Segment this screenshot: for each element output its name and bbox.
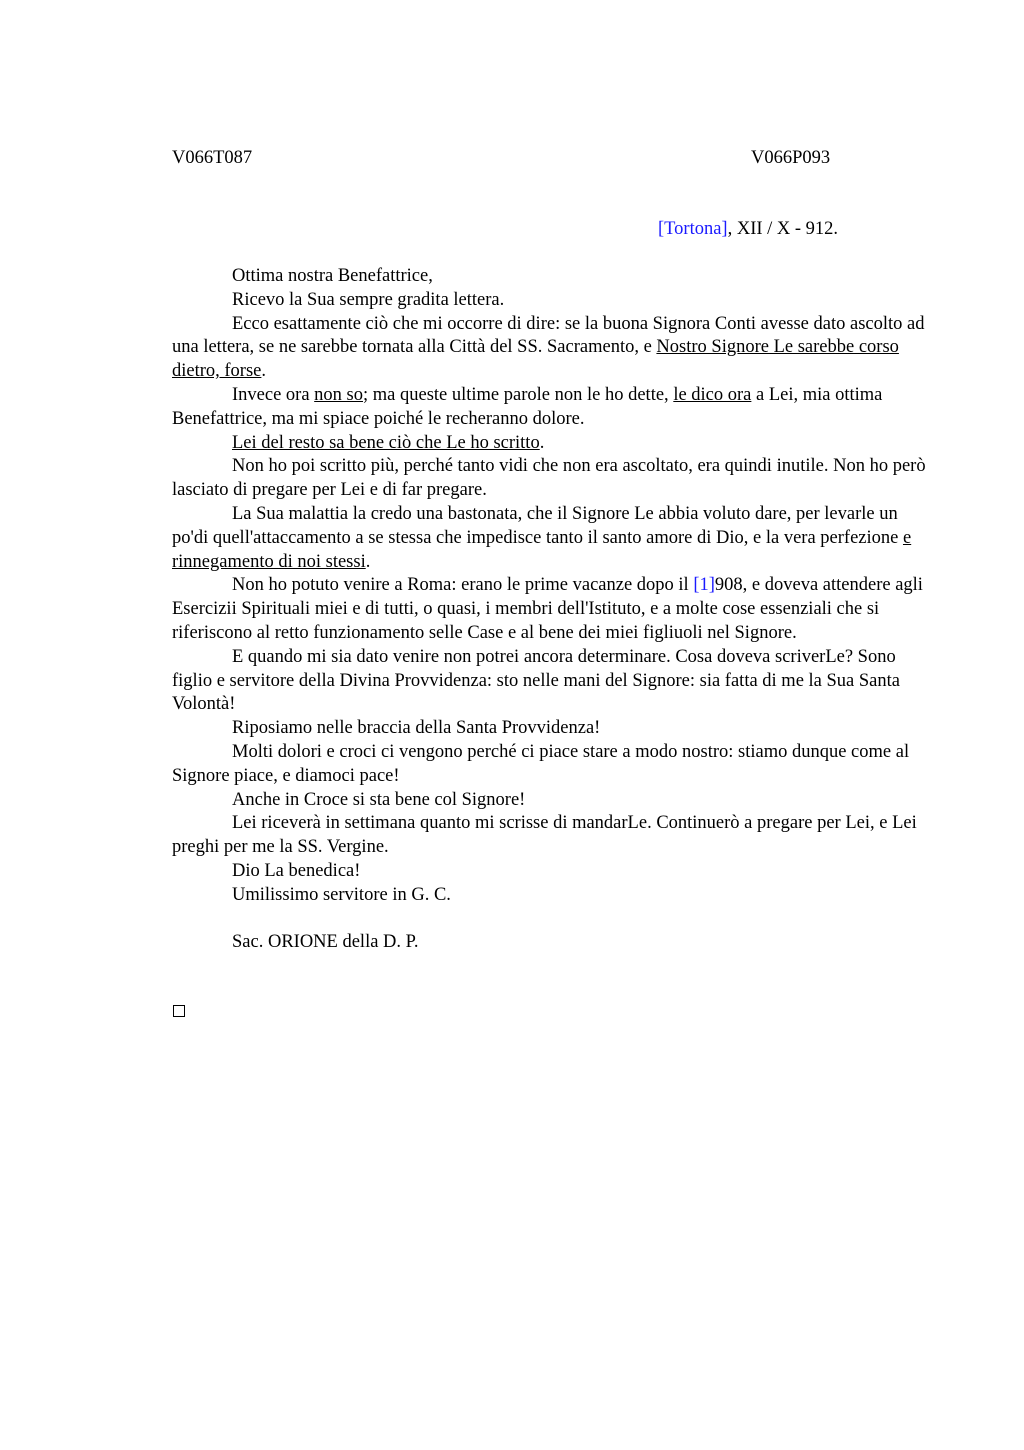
paragraph-text: 908, e doveva attendere agli Esercizii Spirituali miei e di tutti, o quasi, i membri dell'Istituto, e a molte cose essenziali che si riferiscono al retto funzionamento selle Case e al bene dei miei figliuoli nel Signore.	[172, 575, 923, 643]
paragraph	[172, 384, 934, 432]
paragraph-text: La Sua malattia la credo una bastonata, che il Signore Le abbia voluto dare, per levarle un po'di quell'attaccamento a se stessa che impedisce tanto il santo amore di Dio, e la vera perfezione	[172, 503, 903, 548]
paragraph-text: .	[539, 432, 545, 453]
paragraph-text: Ecco esattamente ciò che mi occorre di dire: se la buona Signora Conti avesse dato ascolto ad una lettera, se ne sarebbe tornata alla Città del SS. Sacramento, e	[172, 313, 925, 358]
paragraph	[172, 503, 934, 574]
paragraph: Anche in Croce si sta bene col Signore!	[232, 789, 526, 810]
paragraph: Dio La benedica!	[232, 860, 361, 881]
letter-body	[172, 265, 934, 955]
paragraph: Molti dolori e croci ci vengono perché ci piace stare a modo nostro: stiamo dunque come al Signore piace, e diamoci pace!	[172, 741, 910, 786]
paragraph: Riposiamo nelle braccia della Santa Provvidenza!	[232, 718, 601, 739]
footnote-link[interactable]: [1]	[693, 575, 715, 596]
closing: Umilissimo servitore in G. C.	[232, 884, 451, 905]
paragraph: Lei riceverà in settimana quanto mi scrisse di mandarLe. Continuerò a pregare per Lei, e Lei preghi per me la SS. Vergine.	[172, 813, 917, 858]
signature: Sac. ORIONE della D. P.	[232, 932, 419, 953]
page-code: V066P093	[751, 148, 831, 168]
paragraph-text: ; ma queste ultime parole non le ho dette,	[363, 384, 674, 405]
paragraph: Non ho poi scritto più, perché tanto vidi che non era ascoltato, era quindi inutile. Non ho però lasciato di pregare per Lei e di far pregare.	[172, 456, 926, 501]
paragraph-text: .	[261, 361, 267, 382]
dateline	[658, 218, 838, 240]
paragraph	[172, 432, 934, 456]
paragraph-text: Non ho potuto venire a Roma: erano le prime vacanze dopo il	[232, 575, 694, 596]
checkbox-glyph-icon	[173, 1005, 185, 1017]
underlined-text: e rinnegamento di noi stessi	[172, 527, 912, 572]
paragraph: E quando mi sia dato venire non potrei ancora determinare. Cosa doveva scriverLe? Sono figlio e servitore della Divina Provvidenza: sto nelle mani del Signore: sia fatta di me la Sua Santa Volontà!	[172, 646, 900, 715]
underlined-text: le dico ora	[673, 384, 752, 405]
underlined-text: non so	[314, 384, 363, 405]
paragraph: Ricevo la Sua sempre gradita lettera.	[232, 289, 505, 310]
salutation: Ottima nostra Benefattrice,	[232, 266, 433, 286]
paragraph-text: Invece ora	[232, 384, 315, 405]
paragraph	[172, 574, 934, 645]
date-text: , XII / X - 912.	[727, 219, 839, 239]
underlined-text: Nostro Signore Le sarebbe corso dietro, forse	[172, 337, 899, 382]
paragraph-text: .	[365, 551, 371, 572]
paragraph	[172, 313, 934, 384]
volume-code: V066T087	[172, 148, 253, 168]
paragraph-text: a Lei, mia ottima Benefattrice, ma mi spiace poiché le recheranno dolore.	[172, 384, 883, 429]
underlined-text: Lei del resto sa bene ciò che Le ho scritto	[232, 432, 540, 453]
place-link[interactable]: [Tortona]	[658, 219, 728, 239]
